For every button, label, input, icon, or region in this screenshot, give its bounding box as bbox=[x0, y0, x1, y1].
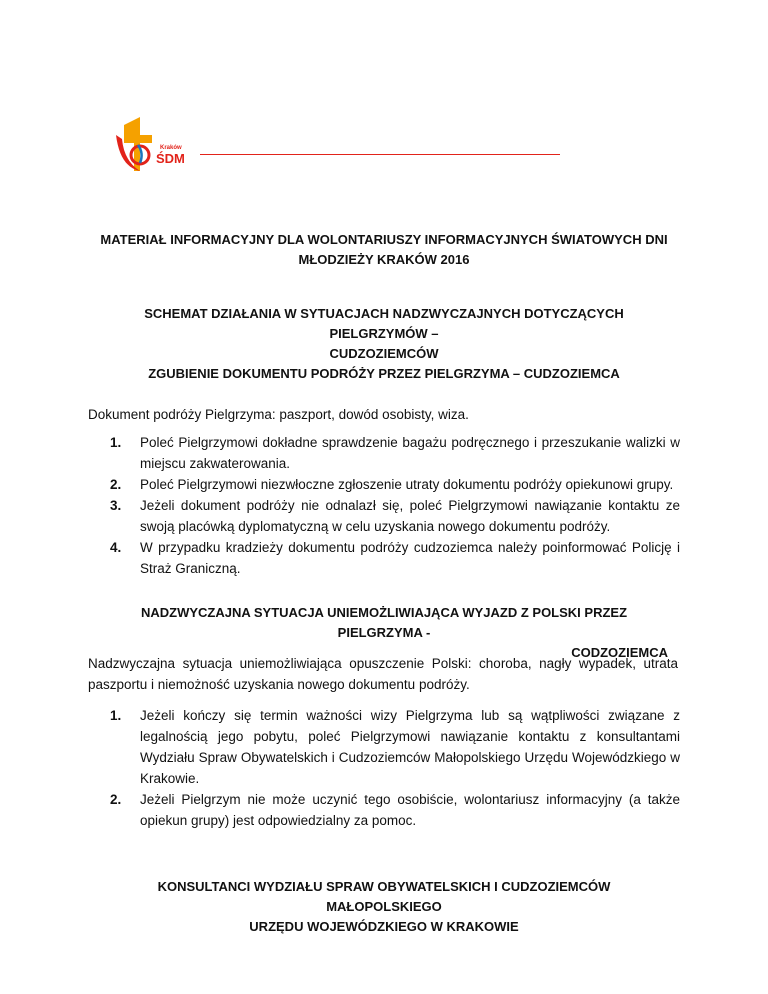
document-title bbox=[100, 230, 668, 270]
list-number: 1. bbox=[110, 708, 122, 723]
title-line: MATERIAŁ INFORMACYJNY DLA WOLONTARIUSZY INFORMACYJNYCH ŚWIATOWYCH DNI bbox=[100, 232, 668, 247]
list-number: 2. bbox=[110, 477, 122, 492]
list-number: 1. bbox=[110, 435, 122, 450]
heading-line: SCHEMAT DZIAŁANIA W SYTUACJACH NADZWYCZAJNYCH DOTYCZĄCYCH PIELGRZYMÓW – bbox=[144, 306, 624, 341]
list-item bbox=[110, 705, 680, 789]
heading-line: KONSULTANCI WYDZIAŁU SPRAW OBYWATELSKICH I CUDZOZIEMCÓW MAŁOPOLSKIEGO bbox=[157, 879, 611, 914]
header-rule bbox=[200, 154, 560, 155]
heading-line: URZĘDU WOJEWÓDZKIEGO W KRAKOWIE bbox=[249, 919, 519, 934]
sdm-krakow-logo bbox=[110, 115, 202, 175]
logo-city-text: Kraków bbox=[160, 145, 182, 151]
lost-document-steps bbox=[110, 432, 680, 579]
list-item bbox=[110, 537, 680, 579]
heading-line: ZGUBIENIE DOKUMENTU PODRÓŻY PRZEZ PIELGRZYMA – CUDZOZIEMCA bbox=[148, 366, 620, 381]
list-text: Jeżeli Pielgrzym nie może uczynić tego osobiście, wolontariusz informacyjny (a także opiekun grupy) jest odpowiedzialny za pomoc. bbox=[140, 792, 680, 828]
list-item bbox=[110, 432, 680, 474]
emergency-steps bbox=[110, 705, 680, 831]
logo-brand-text: ŚDM bbox=[156, 151, 185, 166]
section-heading-consultants bbox=[100, 877, 668, 937]
list-number: 4. bbox=[110, 540, 122, 555]
list-text: Jeżeli dokument podróży nie odnalazł się, poleć Pielgrzymowi nawiązanie kontaktu ze swoją placówką dyplomatyczną w celu uzyskania nowego dokumentu podróży. bbox=[140, 498, 680, 534]
title-line: MŁODZIEŻY KRAKÓW 2016 bbox=[298, 252, 470, 267]
list-number: 2. bbox=[110, 792, 122, 807]
list-number: 3. bbox=[110, 498, 122, 513]
heading-line: CUDZOZIEMCÓW bbox=[329, 346, 439, 361]
list-text: Poleć Pielgrzymowi dokładne sprawdzenie bagażu podręcznego i przeszukanie walizki w miejscu zakwaterowania. bbox=[140, 435, 680, 471]
section-heading-lost-document bbox=[100, 304, 668, 384]
travel-document-intro: Dokument podróży Pielgrzyma: paszport, dowód osobisty, wiza. bbox=[88, 407, 469, 422]
heading-line: NADZWYCZAJNA SYTUACJA UNIEMOŻLIWIAJĄCA WYJAZD Z POLSKI PRZEZ PIELGRZYMA - bbox=[140, 605, 628, 640]
list-item bbox=[110, 495, 680, 537]
list-item bbox=[110, 474, 680, 495]
heading-line: CODZOZIEMCA bbox=[571, 645, 668, 660]
list-text: Jeżeli kończy się termin ważności wizy Pielgrzyma lub są wątpliwości związane z legalnością jego pobytu, poleć Pielgrzymowi nawiązanie kontaktu z konsultantami Wydziału Spraw Obywatelskich i Cudzoziemców Małopolskiego Urzędu Wojewódzkiego w Krakowie. bbox=[140, 708, 680, 786]
list-item bbox=[110, 789, 680, 831]
emergency-intro: Nadzwyczajna sytuacja uniemożliwiająca opuszczenie Polski: choroba, nagły wypadek, utrata paszportu i niemożność uzyskania nowego dokumentu podróży. bbox=[88, 656, 678, 692]
list-text: W przypadku kradzieży dokumentu podróży cudzoziemca należy poinformować Policję i Straż Graniczną. bbox=[140, 540, 680, 576]
list-text: Poleć Pielgrzymowi niezwłoczne zgłoszenie utraty dokumentu podróży opiekunowi grupy. bbox=[140, 477, 674, 492]
